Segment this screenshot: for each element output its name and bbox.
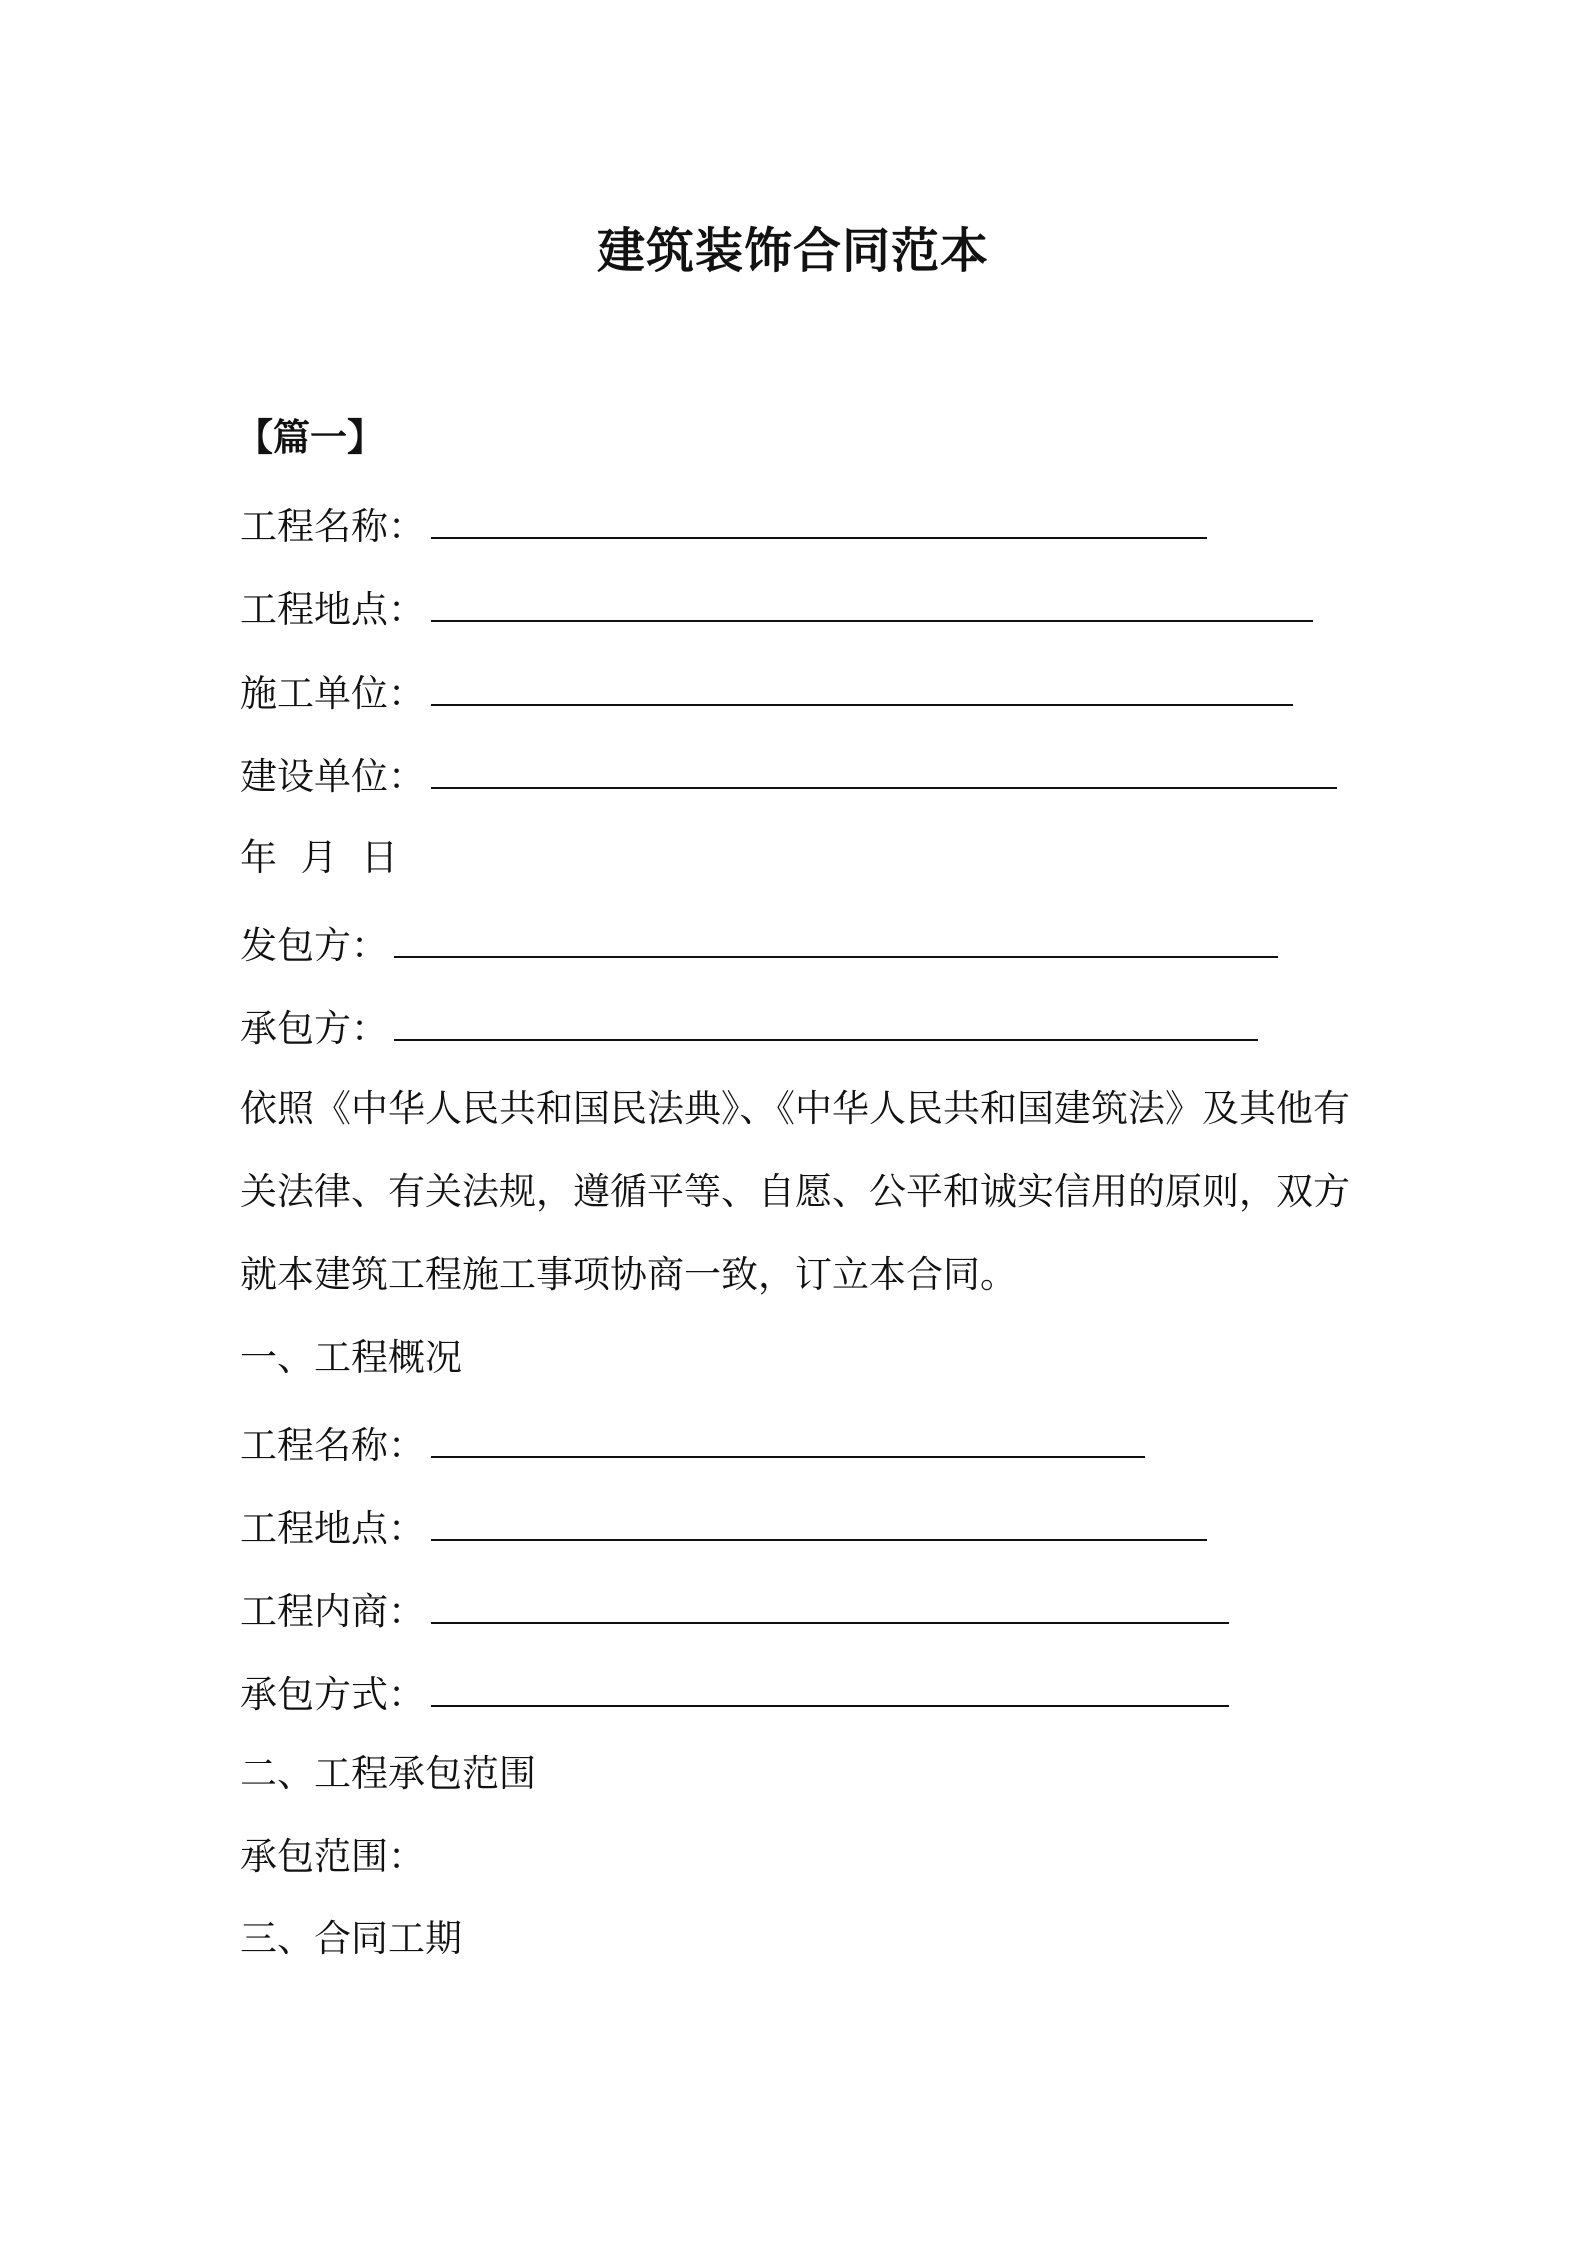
- cover-field-developer-unit: [240, 753, 1337, 801]
- fill-blank: [431, 1675, 1229, 1707]
- section-heading-scope: 二、工程承包范围: [240, 1752, 536, 1795]
- overview-field-project-location: [240, 1505, 1207, 1553]
- field-label: 工程地点：: [240, 1507, 425, 1550]
- date-line: 年 月 日: [240, 836, 399, 879]
- fill-blank: [394, 926, 1278, 958]
- overview-field-project-name: [240, 1422, 1145, 1470]
- fill-blank: [431, 1426, 1145, 1458]
- overview-field-contract-method: [240, 1671, 1229, 1719]
- field-label: 工程名称：: [240, 1424, 425, 1467]
- party-field-contractor: [240, 1005, 1258, 1053]
- cover-field-project-location: [240, 586, 1313, 634]
- section-heading-duration: 三、合同工期: [240, 1917, 462, 1960]
- fill-blank: [431, 590, 1313, 622]
- section-label: 【篇一】: [236, 416, 384, 459]
- field-label: 工程地点：: [240, 588, 425, 631]
- fill-blank: [431, 1509, 1207, 1541]
- document-title: 建筑装饰合同范本: [596, 223, 989, 279]
- fill-blank: [431, 757, 1337, 789]
- scope-label: 承包范围：: [240, 1835, 425, 1878]
- preamble-line-1: 依照《中华人民共和国民法典》、《中华人民共和国建筑法》及其他有: [240, 1087, 1350, 1130]
- field-label: 工程内商：: [240, 1590, 425, 1633]
- field-label: 建设单位：: [240, 755, 425, 798]
- overview-field-project-content: [240, 1588, 1229, 1636]
- section-heading-overview: 一、工程概况: [240, 1336, 462, 1379]
- cover-field-construction-unit: [240, 670, 1293, 718]
- cover-field-project-name: [240, 503, 1207, 551]
- field-label: 发包方：: [240, 924, 388, 967]
- field-label: 工程名称：: [240, 505, 425, 548]
- field-label: 施工单位：: [240, 672, 425, 715]
- field-label: 承包方：: [240, 1007, 388, 1050]
- preamble-line-3: 就本建筑工程施工事项协商一致，订立本合同。: [240, 1253, 1017, 1296]
- preamble-line-2: 关法律、有关法规，遵循平等、自愿、公平和诚实信用的原则，双方: [240, 1170, 1350, 1213]
- fill-blank: [394, 1009, 1258, 1041]
- fill-blank: [431, 674, 1293, 706]
- party-field-employer: [240, 922, 1278, 970]
- fill-blank: [431, 507, 1207, 539]
- field-label: 承包方式：: [240, 1673, 425, 1716]
- fill-blank: [431, 1592, 1229, 1624]
